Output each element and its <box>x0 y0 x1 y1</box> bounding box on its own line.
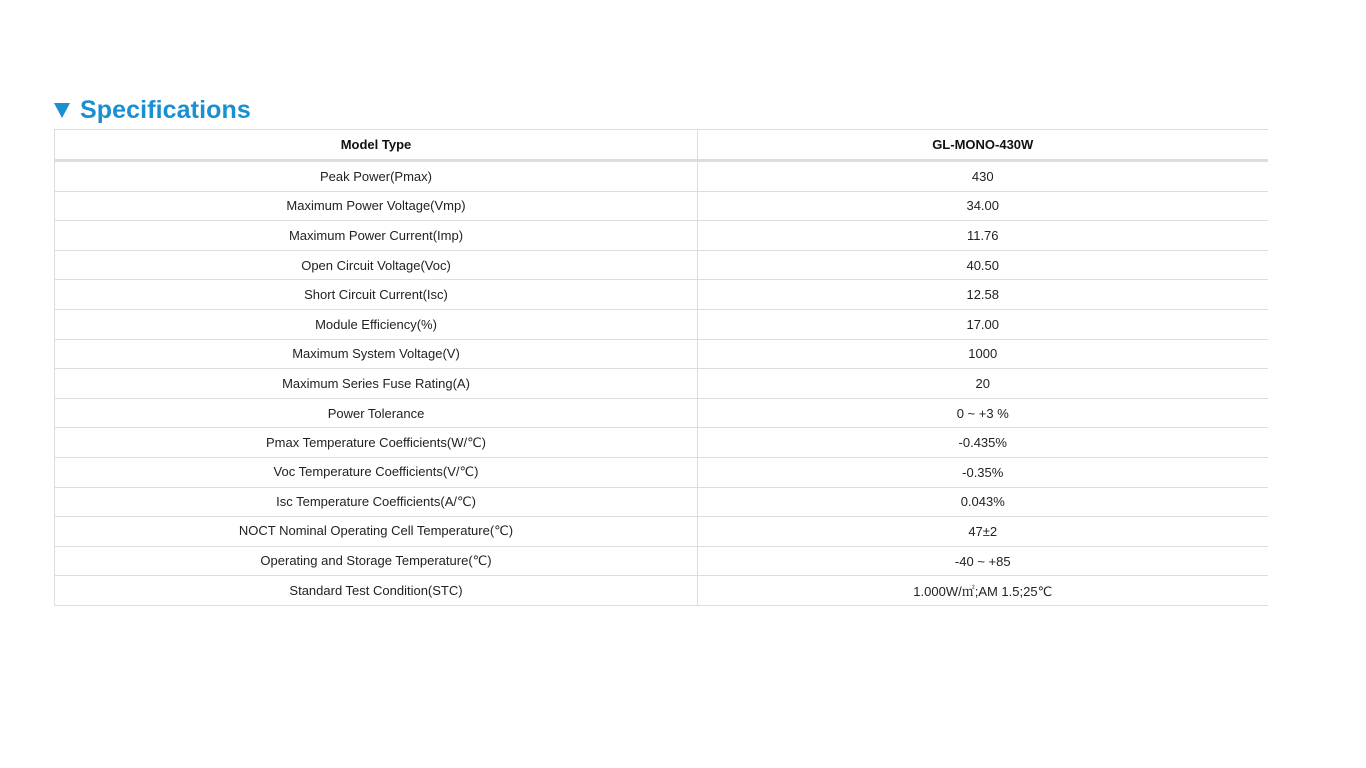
table-row <box>55 398 1268 428</box>
spec-parameter: Short Circuit Current(Isc) <box>55 280 698 310</box>
table-row <box>55 517 1268 547</box>
spec-parameter: NOCT Nominal Operating Cell Temperature(℃) <box>55 517 698 547</box>
spec-value: 40.50 <box>698 250 1268 280</box>
table-row <box>55 457 1268 487</box>
spec-parameter: Voc Temperature Coefficients(V/℃) <box>55 457 698 487</box>
spec-parameter: Open Circuit Voltage(Voc) <box>55 250 698 280</box>
spec-parameter: Operating and Storage Temperature(℃) <box>55 546 698 576</box>
table-row <box>55 576 1268 606</box>
specifications-heading[interactable] <box>54 94 251 126</box>
spec-parameter: Maximum Power Voltage(Vmp) <box>55 191 698 221</box>
table-row <box>55 339 1268 369</box>
spec-parameter: Peak Power(Pmax) <box>55 161 698 192</box>
spec-parameter: Maximum Series Fuse Rating(A) <box>55 369 698 399</box>
spec-value: -0.35% <box>698 457 1268 487</box>
table-row <box>55 428 1268 458</box>
spec-value: 12.58 <box>698 280 1268 310</box>
spec-value: 20 <box>698 369 1268 399</box>
table-row <box>55 280 1268 310</box>
spec-value: 0 ~ +3 % <box>698 398 1268 428</box>
table-row <box>55 161 1268 192</box>
spec-parameter: Module Efficiency(%) <box>55 309 698 339</box>
table-row <box>55 369 1268 399</box>
spec-value: 1000 <box>698 339 1268 369</box>
table-body <box>55 161 1268 606</box>
spec-value: 34.00 <box>698 191 1268 221</box>
table-row <box>55 546 1268 576</box>
spec-parameter: Standard Test Condition(STC) <box>55 576 698 606</box>
spec-value: 1.000W/㎡;AM 1.5;25℃ <box>698 576 1268 606</box>
table-row <box>55 191 1268 221</box>
header-model-value: GL-MONO-430W <box>698 130 1268 161</box>
table-row <box>55 487 1268 517</box>
table-row <box>55 250 1268 280</box>
spec-value: -40 ~ +85 <box>698 546 1268 576</box>
spec-value: 0.043% <box>698 487 1268 517</box>
spec-parameter: Maximum System Voltage(V) <box>55 339 698 369</box>
spec-parameter: Pmax Temperature Coefficients(W/℃) <box>55 428 698 458</box>
spec-parameter: Power Tolerance <box>55 398 698 428</box>
section-title: Specifications <box>80 95 251 124</box>
spec-value: -0.435% <box>698 428 1268 458</box>
header-model-type: Model Type <box>55 130 698 161</box>
spec-value: 11.76 <box>698 221 1268 251</box>
collapse-triangle-icon[interactable] <box>54 103 70 118</box>
specifications-table <box>54 129 1268 606</box>
spec-value: 430 <box>698 161 1268 192</box>
table-row <box>55 309 1268 339</box>
spec-parameter: Maximum Power Current(Imp) <box>55 221 698 251</box>
spec-value: 47±2 <box>698 517 1268 547</box>
spec-parameter: Isc Temperature Coefficients(A/℃) <box>55 487 698 517</box>
spec-value: 17.00 <box>698 309 1268 339</box>
table-row <box>55 221 1268 251</box>
table-header-row <box>55 130 1268 161</box>
